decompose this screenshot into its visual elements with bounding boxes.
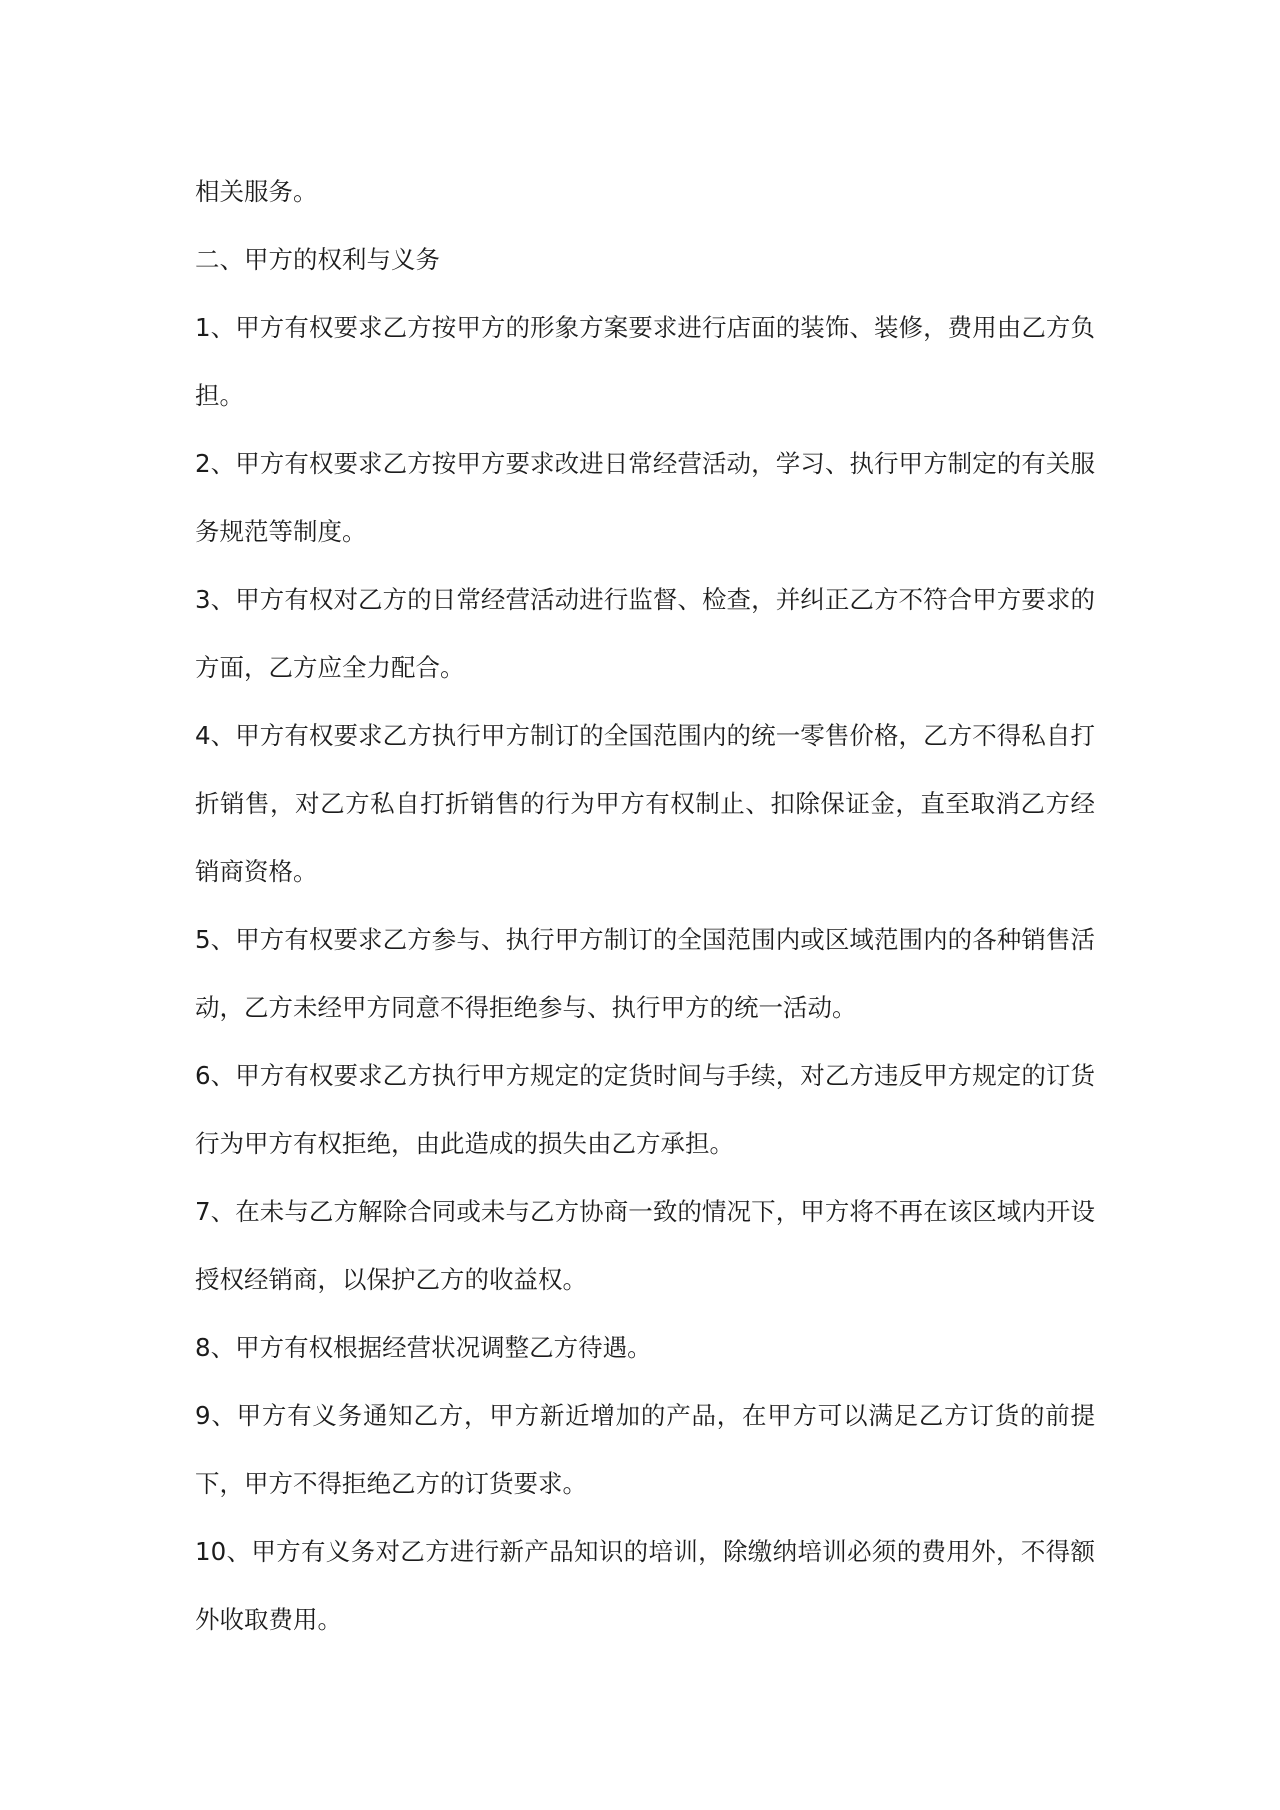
- clause-7: 7、在未与乙方解除合同或未与乙方协商一致的情况下，甲方将不再在该区域内开设授权经销商，以保护乙方的收益权。: [195, 1197, 1095, 1294]
- clause-2: 2、甲方有权要求乙方按甲方要求改进日常经营活动，学习、执行甲方制定的有关服务规范等制度。: [195, 449, 1095, 546]
- clause-9: 9、甲方有义务通知乙方，甲方新近增加的产品，在甲方可以满足乙方订货的前提下，甲方不得拒绝乙方的订货要求。: [195, 1401, 1095, 1498]
- clause-6: 6、甲方有权要求乙方执行甲方规定的定货时间与手续，对乙方违反甲方规定的订货行为甲方有权拒绝，由此造成的损失由乙方承担。: [195, 1061, 1095, 1158]
- clause-1: 1、甲方有权要求乙方按甲方的形象方案要求进行店面的装饰、装修，费用由乙方负担。: [195, 313, 1095, 410]
- document-body: [195, 158, 1095, 1654]
- clause-3: 3、甲方有权对乙方的日常经营活动进行监督、检查，并纠正乙方不符合甲方要求的方面，乙方应全力配合。: [195, 585, 1095, 682]
- paragraph-continuation: 相关服务。: [195, 177, 318, 206]
- clause-8: 8、甲方有权根据经营状况调整乙方待遇。: [195, 1333, 652, 1362]
- clause-4: 4、甲方有权要求乙方执行甲方制订的全国范围内的统一零售价格，乙方不得私自打折销售，对乙方私自打折销售的行为甲方有权制止、扣除保证金，直至取消乙方经销商资格。: [195, 721, 1095, 886]
- section-heading: 二、甲方的权利与义务: [195, 245, 440, 274]
- clause-10: 10、甲方有义务对乙方进行新产品知识的培训，除缴纳培训必须的费用外，不得额外收取费用。: [195, 1537, 1095, 1634]
- clause-5: 5、甲方有权要求乙方参与、执行甲方制订的全国范围内或区域范围内的各种销售活动，乙方未经甲方同意不得拒绝参与、执行甲方的统一活动。: [195, 925, 1095, 1022]
